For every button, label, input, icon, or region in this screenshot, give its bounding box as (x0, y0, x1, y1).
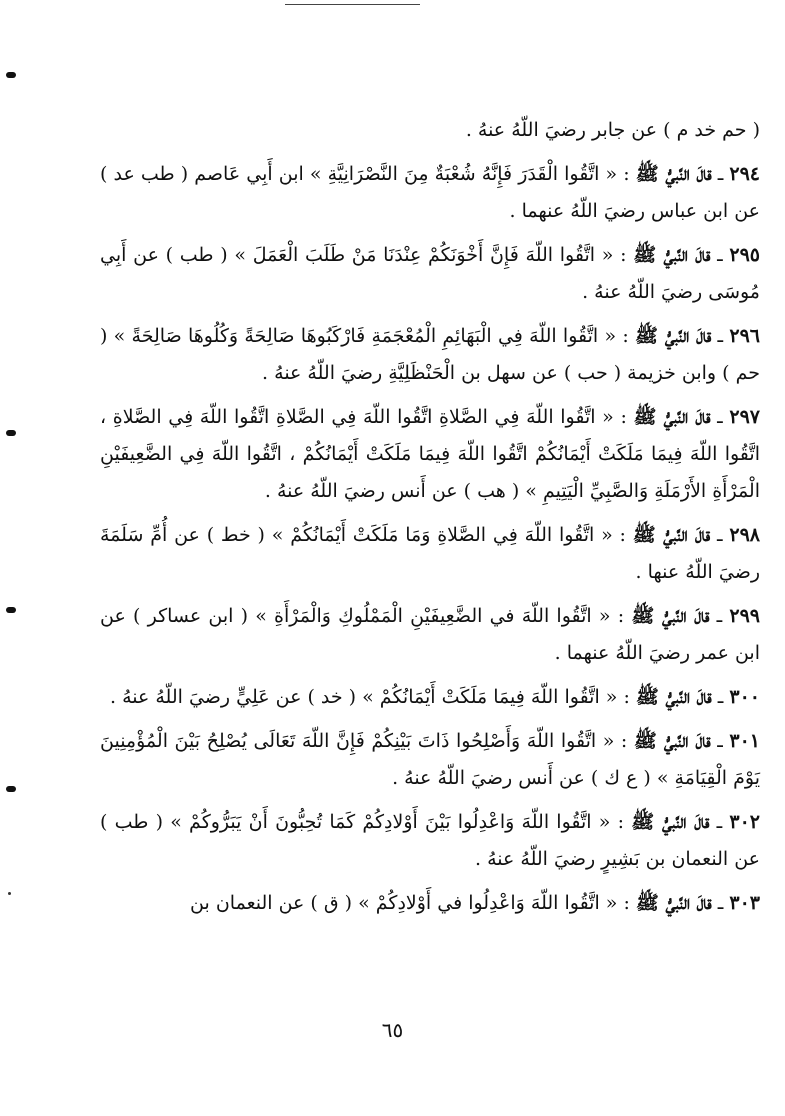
hadith-number: ٢٩٤ (729, 163, 760, 185)
hadith-intro: قالَ النَّبيُّ ﷺ (633, 730, 711, 752)
hadith-entry-300: ٣٠٠ ـ قالَ النَّبيُّ ﷺ : « اتَّقُوا اللّهَ فِيمَا مَلَكَتْ أَيْمَانُكُمْ » ( خد ) عن عَلِيٍّ رضيَ اللّهُ عنهُ . (109, 686, 760, 708)
hadith-text: : « اتَّقُوا اللّهَ فَإِنَّ أَخْوَنَكُمْ عِنْدَنَا مَنْ طَلَبَ الْعَمَلَ » ( طب ) عن أَبِي مُوسَى رضيَ اللّهُ عنهُ . (100, 244, 760, 303)
hadith-entry-302: ٣٠٢ ـ قالَ النَّبيُّ ﷺ : « اتَّقُوا اللّهَ وَاعْدِلُوا بَيْنَ أَوْلادِكُمْ كَمَا تُحِبُّونَ أَنْ يَبَرُّوكُمْ » ( طب ) عن النعمان بن بَشِيرٍ رضيَ اللّهُ عنهُ . (100, 811, 760, 870)
hadith-number: ٣٠١ (729, 730, 760, 752)
top-rule (285, 4, 420, 5)
hadith-number: ٢٩٦ (729, 325, 760, 347)
page-number: ٦٥ (381, 1018, 404, 1042)
hadith-entry-296: ٢٩٦ ـ قالَ النَّبيُّ ﷺ : « اتَّقُوا اللّهَ فِي الْبَهَائِمِ الْمُعْجَمَةِ فَارْكَبُوهَا صَالِحَةً وَكُلُوهَا صَالِحَةً » ( حم ) وابن خزيمة ( حب ) عن سهل بن الْحَنْظَلِيَّةِ رضيَ اللّهُ عنهُ . (100, 325, 760, 384)
hadith-text: : « اتَّقُوا اللّهَ وَاعْدِلُوا في أَوْلادِكُمْ » ( ق ) عن النعمان بن (190, 892, 630, 914)
hadith-intro: قالَ النَّبيُّ ﷺ (632, 524, 711, 546)
hadith-text: : « اتَّقُوا اللّهَ وَأَصْلِحُوا ذَاتَ بَيْنِكُمْ فَإِنَّ اللّهَ تَعَالَى يُصْلِحُ بَيْنَ الْمُؤْمِنِينَ يَوْمَ الْقِيَامَةِ » ( ع ك ) عن أَنس رضيَ اللّهُ عنهُ . (100, 730, 760, 789)
hadith-number: ٢٩٧ (729, 406, 760, 428)
margin-dot (8, 892, 11, 895)
hadith-entry-301: ٣٠١ ـ قالَ النَّبيُّ ﷺ : « اتَّقُوا اللّهَ وَأَصْلِحُوا ذَاتَ بَيْنِكُمْ فَإِنَّ اللّهَ تَعَالَى يُصْلِحُ بَيْنَ الْمُؤْمِنِينَ يَوْمَ الْقِيَامَةِ » ( ع ك ) عن أَنس رضيَ اللّهُ عنهُ . (100, 730, 760, 789)
hadith-text: : « اتَّقُوا الْقَدَرَ فَإِنَّهُ شُعْبَةٌ مِنَ النَّصْرَانِيَّةِ » ابن أَبِي عَاصم ( طب عد ) عن ابن عباس رضيَ اللّهُ عنهما . (100, 163, 760, 222)
hadith-number: ٣٠٣ (729, 892, 760, 914)
hadith-intro: قالَ النَّبيُّ ﷺ (631, 811, 710, 833)
hadith-text: : « اتَّقُوا اللّهَ فِي الصَّلاةِ وَمَا مَلَكَتْ أَيْمَانُكُمْ » ( خط ) عن أُمِّ سَلَمَةَ رضيَ اللّهُ عنها . (100, 524, 760, 583)
hadith-text: : « اتَّقُوا اللّهَ في الضَّعِيفَيْنِ الْمَمْلُوكِ وَالْمَرْأَةِ » ( ابن عساكر ) عن ابن عمر رضيَ اللّهُ عنهما . (100, 605, 760, 664)
hadith-number: ٢٩٩ (729, 605, 760, 627)
hadith-number: ٣٠٢ (729, 811, 760, 833)
hadith-intro: قالَ النَّبيُّ ﷺ (635, 325, 712, 347)
hadith-intro: قالَ النَّبيُّ ﷺ (633, 244, 711, 266)
hadith-text: : « اتَّقُوا اللّهَ فِيمَا مَلَكَتْ أَيْمَانُكُمْ » ( خد ) عن عَلِيٍّ رضيَ اللّهُ عنهُ . (109, 686, 630, 708)
hadith-entry-299: ٢٩٩ ـ قالَ النَّبيُّ ﷺ : « اتَّقُوا اللّهَ في الضَّعِيفَيْنِ الْمَمْلُوكِ وَالْمَرْأَةِ » ( ابن عساكر ) عن ابن عمر رضيَ اللّهُ عنهما . (100, 605, 760, 664)
hadith-number: ٣٠٠ (729, 686, 760, 708)
hadith-text-column (100, 112, 760, 922)
hadith-text: : « اتَّقُوا اللّهَ وَاعْدِلُوا بَيْنَ أَوْلادِكُمْ كَمَا تُحِبُّونَ أَنْ يَبَرُّوكُمْ » ( طب ) عن النعمان بن بَشِيرٍ رضيَ اللّهُ عنهُ . (100, 811, 760, 870)
hadith-text: : « اتَّقُوا اللّهَ فِي الصَّلاةِ اتَّقُوا اللّهَ فِي الصَّلاةِ اتَّقُوا اللّهَ فِي الصَّلاةِ ، اتَّقُوا اللّهَ فِيمَا مَلَكَتْ أَيْمَانُكُمْ اتَّقُوا اللّهَ فِيمَا مَلَكَتْ أَيْمَانُكُمْ ، اتَّقُوا اللّهَ فِي الضَّعِيفَيْنِ الْمَرْأَةِ الأَرْمَلَةِ وَالصَّبِيِّ الْيَتِيمِ » ( هب ) عن أَنس رضيَ اللّهُ عنهُ . (100, 406, 760, 502)
hadith-entry-303: ٣٠٣ ـ قالَ النَّبيُّ ﷺ : « اتَّقُوا اللّهَ وَاعْدِلُوا في أَوْلادِكُمْ » ( ق ) عن النعمان بن (190, 892, 760, 914)
margin-mark (6, 786, 16, 792)
hadith-entry-295: ٢٩٥ ـ قالَ النَّبيُّ ﷺ : « اتَّقُوا اللّهَ فَإِنَّ أَخْوَنَكُمْ عِنْدَنَا مَنْ طَلَبَ الْعَمَلَ » ( طب ) عن أَبِي مُوسَى رضيَ اللّهُ عنهُ . (100, 244, 760, 303)
hadith-number: ٢٩٨ (729, 524, 760, 546)
margin-mark (6, 607, 16, 613)
hadith-number: ٢٩٥ (729, 244, 760, 266)
hadith-entry-294: ٢٩٤ ـ قالَ النَّبيُّ ﷺ : « اتَّقُوا الْقَدَرَ فَإِنَّهُ شُعْبَةٌ مِنَ النَّصْرَانِيَّةِ » ابن أَبِي عَاصم ( طب عد ) عن ابن عباس رضيَ اللّهُ عنهما . (100, 163, 760, 222)
hadith-intro: قالَ النَّبيُّ ﷺ (635, 163, 712, 185)
hadith-text: ( حم خد م ) عن جابر رضيَ اللّهُ عنهُ . (465, 119, 760, 141)
margin-mark (6, 72, 16, 78)
margin-mark (6, 430, 16, 436)
hadith-entry-continuation (100, 112, 760, 149)
hadith-intro: قالَ النَّبيُّ ﷺ (631, 605, 710, 627)
hadith-intro: قالَ النَّبيُّ ﷺ (635, 892, 712, 914)
hadith-entry-298: ٢٩٨ ـ قالَ النَّبيُّ ﷺ : « اتَّقُوا اللّهَ فِي الصَّلاةِ وَمَا مَلَكَتْ أَيْمَانُكُمْ » ( خط ) عن أُمِّ سَلَمَةَ رضيَ اللّهُ عنها . (100, 524, 760, 583)
hadith-intro: قالَ النَّبيُّ ﷺ (633, 406, 711, 428)
hadith-entry-297: ٢٩٧ ـ قالَ النَّبيُّ ﷺ : « اتَّقُوا اللّهَ فِي الصَّلاةِ اتَّقُوا اللّهَ فِي الصَّلاةِ اتَّقُوا اللّهَ فِي الصَّلاةِ ، اتَّقُوا اللّهَ فِيمَا مَلَكَتْ أَيْمَانُكُمْ اتَّقُوا اللّهَ فِيمَا مَلَكَتْ أَيْمَانُكُمْ ، اتَّقُوا اللّهَ فِي الضَّعِيفَيْنِ الْمَرْأَةِ الأَرْمَلَةِ وَالصَّبِيِّ الْيَتِيمِ » ( هب ) عن أَنس رضيَ اللّهُ عنهُ . (100, 406, 760, 502)
hadith-intro: قالَ النَّبيُّ ﷺ (635, 686, 712, 708)
hadith-text: : « اتَّقُوا اللّهَ فِي الْبَهَائِمِ الْمُعْجَمَةِ فَارْكَبُوهَا صَالِحَةً وَكُلُوهَا صَالِحَةً » ( حم ) وابن خزيمة ( حب ) عن سهل بن الْحَنْظَلِيَّةِ رضيَ اللّهُ عنهُ . (100, 325, 760, 384)
